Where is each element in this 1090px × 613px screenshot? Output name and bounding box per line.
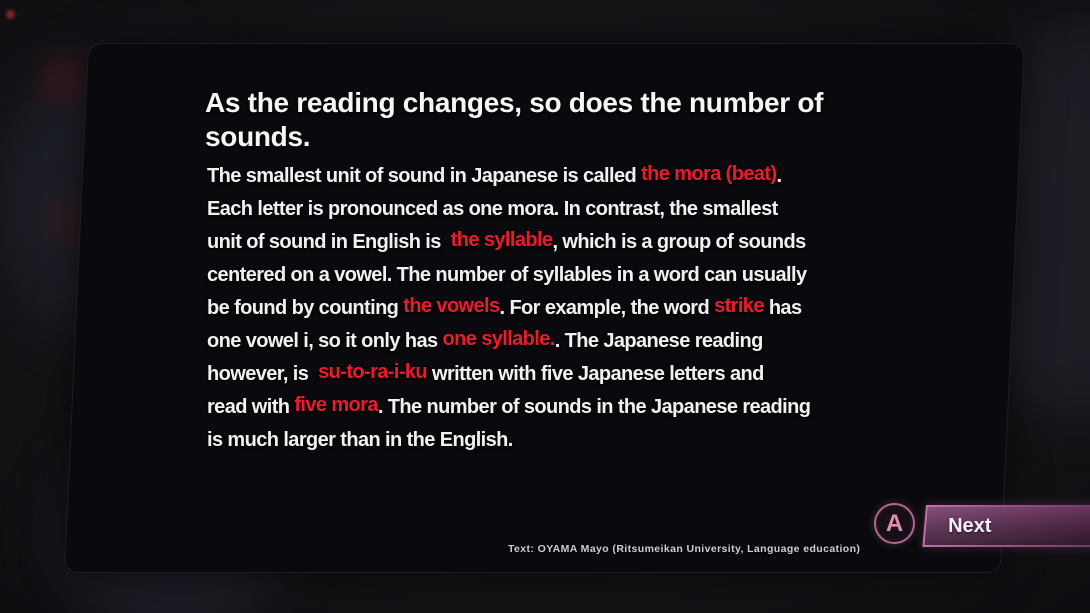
highlighted-term: five mora — [294, 394, 378, 416]
text-line — [207, 160, 810, 193]
text-segment: centered on a vowel. The number of syllables in a word can usually — [207, 264, 807, 286]
text-line — [207, 292, 810, 325]
highlighted-term: the vowels — [403, 295, 500, 317]
text-line — [207, 358, 810, 391]
text-segment: . For example, the word — [499, 297, 715, 319]
page-title-line-1: As the reading changes, so does the number of — [205, 87, 824, 118]
text-segment: . The number of sounds in the Japanese reading — [377, 396, 811, 418]
text-line — [207, 193, 810, 226]
page-title — [205, 86, 945, 154]
text-segment: is much larger than in the English. — [207, 429, 513, 451]
text-line — [207, 424, 810, 457]
text-segment: written with five Japanese letters and — [427, 363, 764, 385]
highlighted-term: strike — [714, 295, 764, 317]
text-line — [207, 325, 810, 358]
highlighted-term: the mora (beat) — [641, 163, 777, 185]
lesson-text — [207, 160, 810, 457]
text-line — [207, 391, 810, 424]
text-segment: be found by counting — [207, 297, 404, 319]
text-segment: Each letter is pronounced as one mora. In contrast, the smallest — [207, 198, 778, 220]
text-segment: , which is a group of sounds — [552, 231, 806, 253]
highlighted-term: one syllable. — [442, 328, 555, 350]
next-button-fill — [925, 507, 1090, 545]
text-segment: however, is — [207, 363, 319, 385]
text-segment: . — [776, 165, 782, 187]
text-line — [207, 226, 810, 259]
a-button[interactable] — [874, 503, 915, 544]
text-line — [207, 259, 810, 292]
text-segment: read with — [207, 396, 295, 418]
page-title-line-2: sounds. — [205, 121, 311, 152]
text-segment: has — [763, 297, 802, 319]
a-button-glyph: A — [885, 509, 904, 537]
highlighted-term: su-to-ra-i-ku — [318, 361, 428, 383]
text-segment: The smallest unit of sound in Japanese is called — [207, 165, 642, 187]
highlighted-term: the syllable — [450, 229, 553, 251]
text-segment: unit of sound in English is — [207, 231, 451, 253]
next-button[interactable] — [922, 505, 1090, 547]
text-segment: one vowel i, so it only has — [207, 330, 443, 352]
next-button-label: Next — [948, 514, 992, 537]
credit-text: Text: OYAMA Mayo (Ritsumeikan University, Language education) — [508, 543, 861, 555]
text-segment: . The Japanese reading — [554, 330, 763, 352]
